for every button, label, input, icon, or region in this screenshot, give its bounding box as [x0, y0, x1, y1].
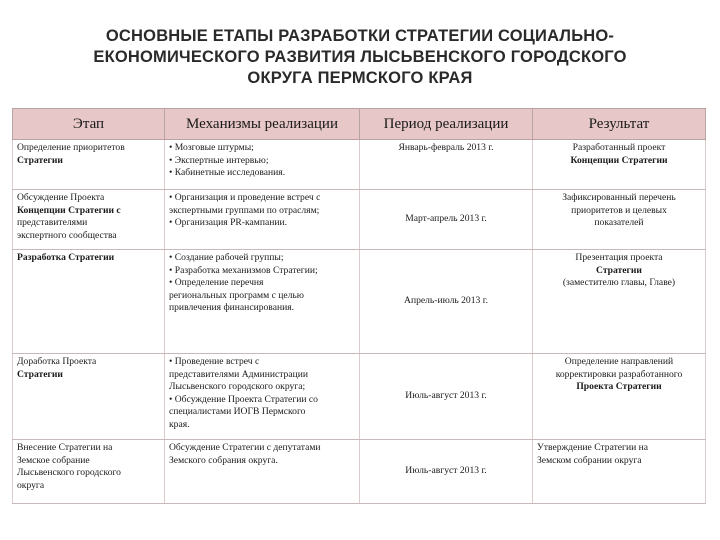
result-line: Проекта Стратегии [576, 381, 662, 393]
result-line: Стратегии [596, 264, 642, 276]
result-line: (заместителю главы, Главе) [562, 277, 676, 289]
mechanism-line: специалистами ИОГВ Пермского [169, 406, 306, 418]
result-cell [533, 140, 706, 190]
stage-line: Земское собрание [17, 454, 90, 466]
stage-line: округа [17, 479, 45, 491]
mechanism-line: • Организация и проведение встреч с [169, 192, 321, 203]
mechanism-line: • Проведение встреч с [169, 356, 260, 367]
mechanisms-cell [165, 354, 360, 440]
stage-cell [13, 354, 165, 440]
mechanism-line: • Определение перечня [169, 277, 264, 289]
stage-line: экспертного сообщества [17, 229, 117, 241]
mechanism-line: экспертными группами по отраслям; [169, 204, 320, 216]
table-row [13, 440, 706, 504]
stage-cell [13, 190, 165, 250]
stage-line: Стратегии [17, 368, 63, 380]
stage-line: Лысьвенского городского [17, 467, 121, 479]
result-line: приоритетов и целевых [571, 204, 667, 216]
mechanism-line: края. [169, 418, 190, 430]
stage-line: Доработка Проекта [17, 356, 97, 367]
mechanism-line: • Разработка механизмов Стратегии; [169, 264, 318, 276]
stage-cell [13, 250, 165, 354]
result-line: Земском собрании округа [537, 454, 642, 466]
stage-cell [13, 440, 165, 504]
mechanism-line: Земского собрания округа. [169, 454, 278, 466]
header-stage: Этап [13, 109, 165, 140]
title-line-3: ОКРУГА ПЕРМСКОГО КРАЯ [247, 69, 473, 87]
mechanism-line: Обсуждение Стратегии с депутатами [169, 442, 321, 453]
stage-line: Концепции Стратегии с [17, 204, 121, 216]
mechanisms-cell [165, 440, 360, 504]
period-cell: Март-апрель 2013 г. [360, 190, 533, 250]
mechanism-line: • Мозговые штурмы; [169, 142, 254, 153]
result-line: корректировки разработанного [555, 368, 683, 380]
table-row [13, 354, 706, 440]
stage-line: Стратегии [17, 154, 63, 166]
title-line-2: ЕКОНОМИЧЕСКОГО РАЗВИТИЯ ЛЫСЬВЕНСКОГО ГОРОДСКОГО [93, 48, 627, 66]
table-row [13, 140, 706, 190]
mechanism-line: Лысьвенского городского округа; [169, 381, 306, 393]
mechanisms-cell [165, 250, 360, 354]
mechanism-line: привлечения финансирования. [169, 302, 295, 314]
mechanisms-cell [165, 140, 360, 190]
mechanisms-cell [165, 190, 360, 250]
result-cell [533, 250, 706, 354]
mechanism-line: региональных программ с целью [169, 289, 304, 301]
period-cell: Июль-август 2013 г. [360, 354, 533, 440]
result-line: Определение направлений [564, 356, 674, 367]
stages-table [12, 108, 706, 504]
stage-line: представителями [17, 217, 88, 229]
stage-cell [13, 140, 165, 190]
result-cell [533, 190, 706, 250]
result-line: Концепции Стратегии [570, 154, 668, 166]
result-line: показателей [594, 217, 644, 229]
period-cell: Апрель-июль 2013 г. [360, 250, 533, 354]
stage-line: Определение приоритетов [17, 142, 125, 153]
page-title [40, 26, 680, 89]
result-line: Зафиксированный перечень [562, 192, 676, 203]
mechanism-line: • Экспертные интервью; [169, 154, 269, 166]
table-row [13, 190, 706, 250]
header-result: Результат [533, 109, 706, 140]
result-line: Утверждение Стратегии на [537, 442, 649, 453]
stage-line: Обсуждение Проекта [17, 192, 105, 203]
header-period: Период реализации [360, 109, 533, 140]
table-row [13, 250, 706, 354]
mechanism-line: • Обсуждение Проекта Стратегии со [169, 393, 318, 405]
period-cell: Январь-февраль 2013 г. [360, 140, 533, 190]
period-cell: Июль-август 2013 г. [360, 440, 533, 504]
result-line: Презентация проекта [575, 252, 663, 263]
mechanism-line: представителями Администрации [169, 368, 308, 380]
stage-line: Разработка Стратегии [17, 252, 115, 263]
stage-line: Внесение Стратегии на [17, 442, 113, 453]
title-line-1: ОСНОВНЫЕ ЕТАПЫ РАЗРАБОТКИ СТРАТЕГИИ СОЦИАЛЬНО- [105, 27, 615, 45]
table-header-row [13, 109, 706, 140]
header-mechanisms: Механизмы реализации [165, 109, 360, 140]
mechanism-line: • Создание рабочей группы; [169, 252, 284, 263]
mechanism-line: • Кабинетные исследования. [169, 167, 286, 179]
result-line: Разработанный проект [572, 142, 666, 153]
result-cell [533, 354, 706, 440]
mechanism-line: • Организация PR-кампании. [169, 217, 288, 229]
result-cell [533, 440, 706, 504]
